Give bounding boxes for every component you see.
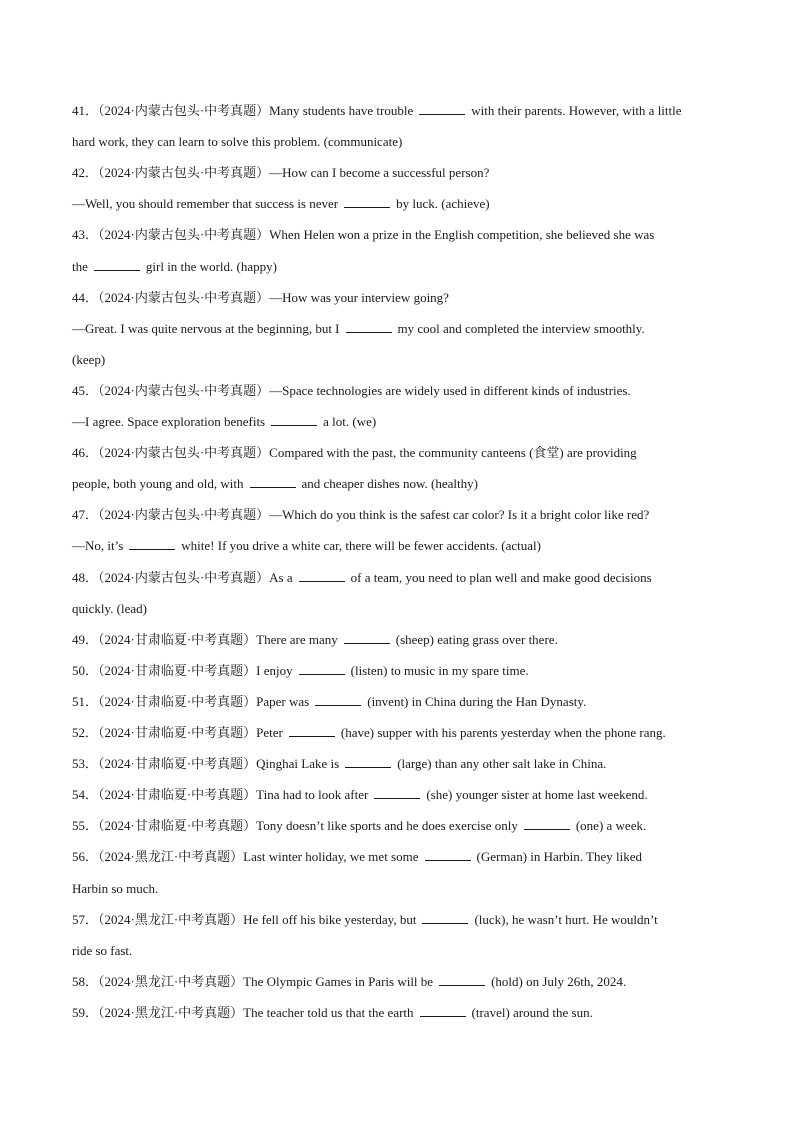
answer-blank (422, 911, 468, 924)
question-text: 52．（2024·甘肃临夏·中考真题）Peter (72, 725, 283, 740)
question-48-line-1 (72, 569, 724, 587)
question-text: 55．（2024·甘肃临夏·中考真题）Tony doesn’t like sports and he does exercise only (72, 818, 518, 834)
question-text: 58．（2024·黑龙江·中考真题）The Olympic Games in Paris will be (72, 973, 434, 989)
answer-blank (344, 195, 390, 208)
question-text: —Great. I was quite nervous at the beginning, but I (72, 320, 340, 336)
question-text: —Well, you should remember that success is never (72, 196, 339, 212)
question-text: 44．（2024·内蒙古包头·中考真题）—How was your interview going? (72, 289, 449, 305)
question-49-line-1 (72, 631, 724, 649)
question-48-line-2 (72, 600, 724, 618)
question-text: (have) supper with his parents yesterday when the phone rang. (340, 725, 666, 740)
answer-blank (524, 817, 570, 830)
question-text: 59．（2024·黑龙江·中考真题）The teacher told us that the earth (72, 1004, 414, 1020)
question-text: 48．（2024·内蒙古包头·中考真题）As a (72, 569, 293, 585)
question-text: (sheep) eating grass over there. (395, 631, 558, 647)
answer-blank (420, 1004, 466, 1017)
question-56-line-2 (72, 880, 724, 898)
answer-blank (439, 973, 485, 986)
question-text: white! If you drive a white car, there will be fewer accidents. (actual) (181, 538, 541, 554)
question-text: hard work, they can learn to solve this problem. (communicate) (72, 134, 403, 150)
question-text: 53．（2024·甘肃临夏·中考真题）Qinghai Lake is (72, 756, 340, 772)
answer-blank (419, 102, 465, 115)
question-text: 45．（2024·内蒙古包头·中考真题）—Space technologies are widely used in different kinds of industries. (72, 382, 631, 398)
question-text: ride so fast. (72, 942, 133, 958)
question-text: 49．（2024·甘肃临夏·中考真题）There are many (72, 631, 338, 647)
question-46-line-1 (72, 444, 724, 462)
question-54-line-1 (72, 786, 724, 804)
question-text: (invent) in China during the Han Dynasty. (367, 693, 587, 709)
question-text: (keep) (72, 351, 106, 367)
question-44-line-1 (72, 289, 724, 307)
question-41-line-2 (72, 133, 724, 151)
question-text: (listen) to music in my spare time. (350, 662, 529, 678)
question-51-line-1 (72, 693, 724, 711)
answer-blank (344, 631, 390, 644)
question-text: my cool and completed the interview smoothly. (397, 320, 645, 336)
question-text: 41．（2024·内蒙古包头·中考真题）Many students have trouble (72, 103, 414, 118)
answer-blank (315, 693, 361, 706)
answer-blank (346, 320, 392, 333)
answer-blank (299, 662, 345, 675)
question-52-line-1 (72, 724, 724, 742)
question-57-line-2 (72, 942, 724, 960)
question-47-line-1 (72, 506, 724, 524)
answer-blank (94, 258, 140, 271)
question-text: the (72, 258, 88, 274)
question-text: 47．（2024·内蒙古包头·中考真题）—Which do you think is the safest car color? Is it a bright color like red? (72, 507, 650, 523)
question-59-line-1 (72, 1004, 724, 1022)
question-44-line-3 (72, 351, 724, 369)
question-text: 42．（2024·内蒙古包头·中考真题）—How can I become a successful person? (72, 165, 490, 181)
question-text: 54．（2024·甘肃临夏·中考真题）Tina had to look after (72, 787, 369, 803)
answer-blank (425, 848, 471, 861)
question-56-line-1 (72, 848, 724, 866)
question-text: (travel) around the sun. (471, 1004, 593, 1020)
question-45-line-2 (72, 413, 724, 431)
question-43-line-2 (72, 258, 724, 276)
question-text: (she) younger sister at home last weekend. (426, 787, 648, 803)
question-42-line-1 (72, 164, 724, 182)
question-55-line-1 (72, 817, 724, 835)
question-text: 43．（2024·内蒙古包头·中考真题）When Helen won a prize in the English competition, she believed she was (72, 227, 655, 243)
question-text: a lot. (we) (323, 414, 377, 429)
answer-blank (289, 724, 335, 737)
question-text: Harbin so much. (72, 880, 159, 896)
question-41-line-1 (72, 102, 724, 120)
question-text: 50．（2024·甘肃临夏·中考真题）I enjoy (72, 662, 293, 678)
question-text: (luck), he wasn’t hurt. He wouldn’t (474, 911, 658, 927)
question-57-line-1 (72, 911, 724, 929)
answer-blank (345, 755, 391, 768)
question-58-line-1 (72, 973, 724, 991)
question-47-line-2 (72, 537, 724, 555)
question-text: (one) a week. (575, 818, 647, 834)
answer-blank (299, 569, 345, 582)
question-text: of a team, you need to plan well and make good decisions (350, 569, 652, 585)
question-text: 56．（2024·黑龙江·中考真题）Last winter holiday, we met some (72, 849, 419, 865)
answer-blank (271, 413, 317, 426)
question-text: people, both young and old, with (72, 476, 244, 492)
question-text: (large) than any other salt lake in China. (397, 756, 607, 772)
question-text: by luck. (achieve) (396, 196, 490, 212)
question-45-line-1 (72, 382, 724, 400)
question-text: with their parents. However, with a little (471, 103, 682, 118)
question-42-line-2 (72, 195, 724, 213)
question-text: (German) in Harbin. They liked (476, 849, 642, 865)
answer-blank (250, 475, 296, 488)
answer-blank (129, 537, 175, 550)
question-43-line-1 (72, 226, 724, 244)
question-46-line-2 (72, 475, 724, 493)
question-text: (hold) on July 26th, 2024. (491, 973, 627, 989)
question-text: quickly. (lead) (72, 600, 147, 616)
question-50-line-1 (72, 662, 724, 680)
question-44-line-2 (72, 320, 724, 338)
question-text: and cheaper dishes now. (healthy) (301, 476, 478, 492)
question-text: 57．（2024·黑龙江·中考真题）He fell off his bike yesterday, but (72, 911, 417, 927)
answer-blank (374, 786, 420, 799)
question-text: —I agree. Space exploration benefits (72, 414, 266, 429)
question-text: 46．（2024·内蒙古包头·中考真题）Compared with the past, the community canteens (食堂) are providing (72, 445, 637, 461)
question-53-line-1 (72, 755, 724, 773)
question-text: —No, it’s (72, 538, 124, 554)
question-text: girl in the world. (happy) (145, 258, 277, 274)
question-text: 51．（2024·甘肃临夏·中考真题）Paper was (72, 693, 310, 709)
